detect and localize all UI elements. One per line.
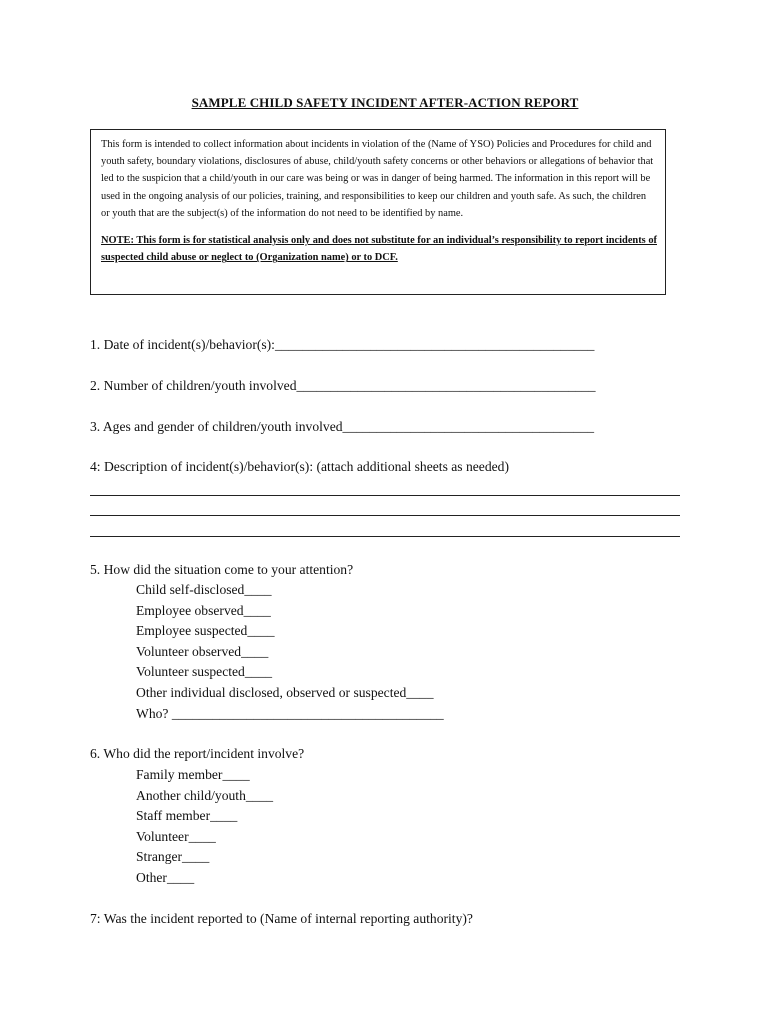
intro-text: This form is intended to collect information about incidents in violation of the (Name of YSO) Policies and Procedures for child and youth safety, boundary violations, disclosures of abuse, child/youth safety concerns or other behaviors or allegations of behavior that led to the suspicion that a child/youth in our care was being or was in danger of being harmed. The information in this report will be used in the ongoing analysis of our policies, training, and responsibilities to keep our children and youth safe. As such, the children or youth that are the subject(s) of the information do not need to be identified by name. [101,139,654,219]
page-title: SAMPLE CHILD SAFETY INCIDENT AFTER-ACTION REPORT [191,95,579,110]
option-who[interactable]: Who? ________________________________________ [136,706,444,721]
option-family-member[interactable]: Family member____ [136,767,250,782]
note-text: NOTE: This form is for statistical analysis only and does not substitute for an individual’s responsibility to report incidents of suspected child abuse or neglect to (Organization name) or to DCF. [101,235,657,264]
option-other[interactable]: Other____ [136,870,195,885]
option-employee-suspected[interactable]: Employee suspected____ [136,623,275,638]
option-child-self-disclosed[interactable]: Child self-disclosed____ [136,582,272,597]
question-6: 6. Who did the report/incident involve? [90,746,305,761]
question-5: 5. How did the situation come to your attention? [90,562,354,577]
option-volunteer[interactable]: Volunteer____ [136,829,216,844]
option-other-individual[interactable]: Other individual disclosed, observed or suspected____ [136,685,434,700]
question-1: 1. Date of incident(s)/behavior(s):_______________________________________________ [90,337,595,352]
option-volunteer-observed[interactable]: Volunteer observed____ [136,644,269,659]
answer-line[interactable] [90,495,680,496]
question-3: 3. Ages and gender of children/youth involved_____________________________________ [90,419,595,434]
option-staff-member[interactable]: Staff member____ [136,808,238,823]
question-4: 4: Description of incident(s)/behavior(s): (attach additional sheets as needed) [90,459,509,474]
question-7: 7: Was the incident reported to (Name of internal reporting authority)? [90,911,473,926]
option-stranger[interactable]: Stranger____ [136,849,210,864]
answer-line[interactable] [90,515,680,516]
question-2: 2. Number of children/youth involved____________________________________________ [90,378,596,393]
intro-box [90,129,666,295]
option-employee-observed[interactable]: Employee observed____ [136,603,271,618]
option-another-child[interactable]: Another child/youth____ [136,788,274,803]
option-volunteer-suspected[interactable]: Volunteer suspected____ [136,664,273,679]
answer-line[interactable] [90,536,680,537]
